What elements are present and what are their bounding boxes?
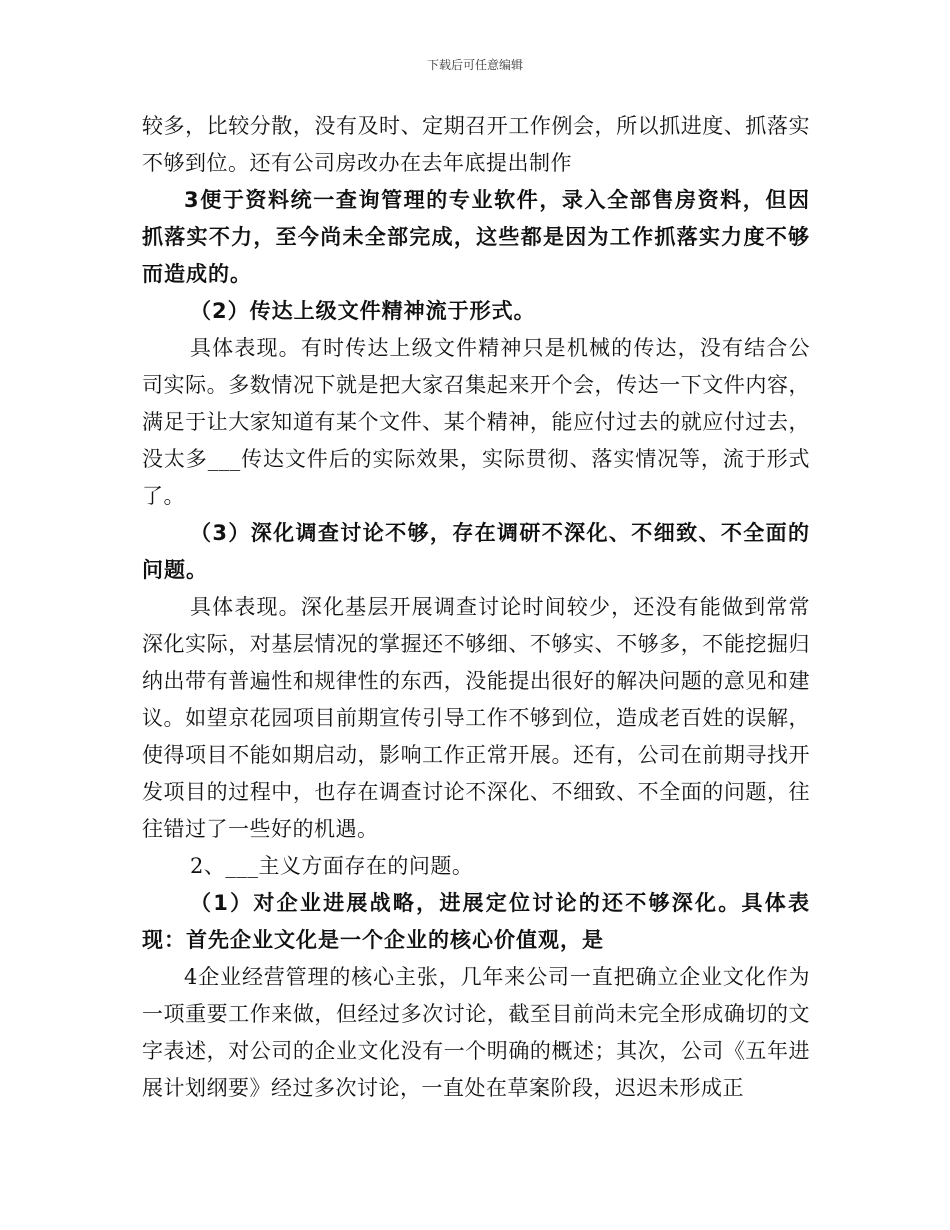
paragraph-detail-2: 具体表现。有时传达上级文件精神只是机械的传达，没有结合公司实际。多数情况下就是把大家召集起来开个会，传达一下文件内容，满足于让大家知道有某个文件、某个精神，能应付过去的就应付过去，没太多___传达文件后的实际效果，实际贯彻、落实情况等，流于形式了。 [142, 336, 810, 508]
section-heading-2: （2）传达上级文件精神流于形式。 [190, 299, 536, 323]
paragraph-continuation: 较多，比较分散，没有及时、定期召开工作例会，所以抓进度、抓落实不够到位。还有公司房改办在去年底提出制作 [142, 114, 810, 175]
section-heading-sub-1: （1）对企业进展战略，进展定位讨论的还不够深化。具体表现：首先企业文化是一个企业的核心价值观，是 [142, 891, 811, 952]
page-header: 下载后可任意编辑 [426, 58, 523, 72]
paragraph-bold-software: 3便于资料统一查询管理的专业软件，录入全部售房资料，但因抓落实不力，至今尚未全部完成，这些都是因为工作抓落实力度不够而造成的。 [142, 188, 810, 286]
paragraph-detail-culture: 4企业经营管理的核心主张，几年来公司一直把确立企业文化作为一项重要工作来做，但经过多次讨论，截至目前尚未完全形成确切的文字表述，对公司的企业文化没有一个明确的概述；其次，公司《五年进展计划纲要》经过多次讨论，一直处在草案阶段，迟迟未形成正 [142, 965, 810, 1100]
section-heading-3: （3）深化调查讨论不够，存在调研不深化、不细致、不全面的问题。 [142, 521, 810, 582]
document-body [142, 108, 810, 1107]
section-heading-main-2: 2、___主义方面存在的问题。 [190, 854, 474, 878]
paragraph-detail-3: 具体表现。深化基层开展调查讨论时间较少，还没有能做到常常深化实际，对基层情况的掌握还不够细、不够实、不够多，不能挖掘归纳出带有普遍性和规律性的东西，没能提出很好的解决问题的意见和建议。如望京花园项目前期宣传引导工作不够到位，造成老百姓的误解，使得项目不能如期启动，影响工作正常开展。还有，公司在前期寻找开发项目的过程中，也存在调查讨论不深化、不细致、不全面的问题，往往错过了一些好的机遇。 [142, 595, 810, 841]
